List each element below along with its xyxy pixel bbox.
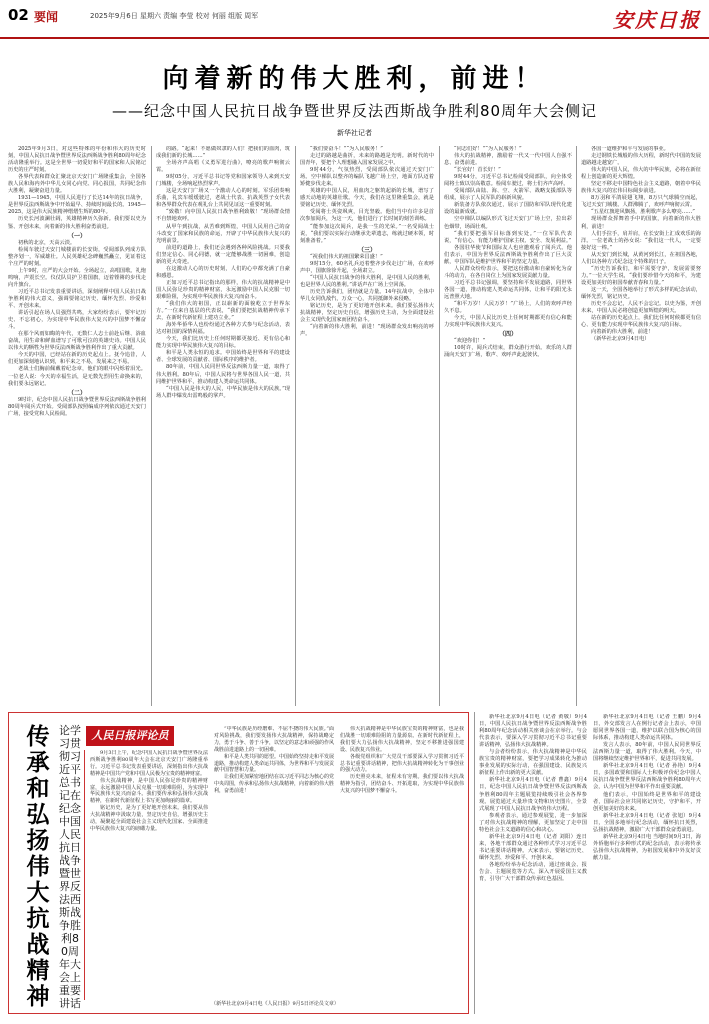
news-brief-paragraph: 新华社北京9月4日电（记者 王鹏）9月4日，外交部发言人在例行记者会上表示，中国愿同世界各国一道，维护以联合国为核心的国际体系，推动构建人类命运共同体。 xyxy=(593,714,701,742)
paragraph: 各国驻华使节和国际友人也应邀观看了阅兵式。他们表示，中国为世界反法西斯战争胜利作出了巨大贡献，中国军队是维护世界和平的坚定力量。 xyxy=(444,244,572,265)
paragraph: （一） xyxy=(67,232,86,240)
commentary-column-3 xyxy=(340,726,464,998)
paragraph: 走过的路越是曲折，未来的路越是光明。新时代的中国青年，要把个人理想融入国家发展之中。 xyxy=(300,153,434,167)
column-divider xyxy=(474,712,475,1014)
news-brief-paragraph: 新华社北京9月4日电（记者 刘阳）连日来，各地干部群众通过各种形式学习习近平总书记重要讲话精神。大家表示，要铭记历史、缅怀先烈、珍爱和平、开创未来。 xyxy=(479,833,587,861)
paragraph: 今天，中国人民比历史上任何时期都更有信心和能力实现中华民族伟大复兴。 xyxy=(444,315,572,329)
paragraph: 在这激动人心的历史时刻，人们的心中都充满了自豪和感恩。 xyxy=(156,265,290,279)
paragraph: 1931—1945，中国人民进行了长达14年的抗日战争，是世界反法西斯战争中开始最早、持续时间最长的。1945—2025，这是伟大民族精神熠熠生辉的80年。 xyxy=(8,195,146,216)
paragraph: “历史告诉我们，和平需要守护，发展需要努力。”一位大学生说，“我们要珍惜今天的和平，为建设更加美好的祖国奉献青春和力量。” xyxy=(581,265,701,286)
paragraph: 各界代表和群众汇聚北京天安门广场隆重集会，全国各族人民和海内外中华儿女同心向党、同心报国，共同纪念伟大胜利，凝聚奋进力量。 xyxy=(8,174,146,195)
paragraph: 检阅车驶过天安门城楼前的长安街，受阅部队列成方队整齐划一，军威雄壮。人民英雄纪念碑巍然矗立，见证着这个庄严的时刻。 xyxy=(8,246,146,267)
commentary-paragraph: 和平是人类共同的愿望。中国始终坚持走和平发展道路，推动构建人类命运共同体，为世界和平与发展贡献中国智慧和力量。 xyxy=(214,753,334,774)
news-brief-paragraph: 新华社北京9月4日电 当地时间9月3日，海外侨胞举行多种形式的纪念活动，表示将传承弘扬伟大抗战精神，为祖国发展和中外友好贡献力量。 xyxy=(593,833,701,861)
paragraph: 历史不会忘记，人民不会忘记。以史为鉴，开创未来，中国人民必将创造更加辉煌的明天。 xyxy=(581,301,701,315)
news-brief-paragraph: 参观者表示，通过参观展览，进一步加深了对伟大抗战精神的理解，更加坚定了走中国特色社会主义道路的信心和决心。 xyxy=(479,812,587,833)
paragraph: 9时15分，60名礼兵迈着整齐步伐走过广场，在欢呼声中，国旗徐徐升起，全场肃立。 xyxy=(300,260,434,274)
commentary-subtitle: 论学习贯彻习近平总书记在纪念中国人民抗日战争暨世界反法西斯战争胜利80周年大会上重要讲话 xyxy=(59,724,81,1010)
paragraph: “中国人民抗日战争的伟大胜利，是中国人民的胜利，也是世界人民的胜利。”讲话声在广场上空回荡。 xyxy=(300,274,434,288)
paragraph: 今天，我们比历史上任何时期都更接近、更有信心和能力实现中华民族伟大复兴的目标。 xyxy=(156,336,290,350)
paragraph: 10时许，阅兵式结束，群众游行开始。欢乐的人群涌向天安门广场，歌声、欢呼声此起彼伏。 xyxy=(444,345,572,359)
paragraph: 铭记历史，是为了更好地开创未来。我们要弘扬伟大抗战精神，坚定历史自信，增强历史主动，为全面建设社会主义现代化国家而团结奋斗。 xyxy=(300,303,434,324)
commentary-paragraph: 伟大抗战精神是中华民族宝贵的精神财富，也是我们战胜一切艰难险阻的力量源泉。在新时代新征程上，我们要大力弘扬伟大抗战精神，坚定不移推进强国建设、民族复兴伟业。 xyxy=(340,726,464,753)
paragraph: “祝我们伟大的祖国繁荣昌盛！” xyxy=(310,253,383,260)
paragraph: 上午9时，庄严的大会开始。全场起立，高唱国歌。礼炮鸣响，声震长空。仪仗队员护卫着国旗，迈着铿锵的步伐走向升旗台。 xyxy=(8,267,146,288)
article-column-3 xyxy=(300,146,434,706)
paragraph: “欢迎你们！” xyxy=(454,338,486,345)
byline: 新华社记者 xyxy=(337,129,372,137)
paragraph: 9时许，纪念中国人民抗日战争暨世界反法西斯战争胜利80周年阅兵式开始。受阅部队按照编成序列依次通过天安门广场，接受党和人民检阅。 xyxy=(8,396,146,417)
paragraph: 习近平总书记发表重要讲话，深刻阐释中国人民抗日战争胜利的伟大意义，强调要铭记历史、缅怀先烈、珍爱和平、开创未来。 xyxy=(8,288,146,310)
column-divider xyxy=(151,146,152,706)
paragraph: 海外华侨华人也纷纷通过各种方式参与纪念活动，表达对祖国的深情祝福。 xyxy=(156,322,290,336)
paragraph: 这是天安门广场又一个激动人心的时刻。军乐团奏响乐曲，礼宾车缓缓驶过，老战士代表、抗战英烈子女代表和各界群众代表在观礼台上共同见证这一重要时刻。 xyxy=(156,188,290,209)
paragraph: （二） xyxy=(67,389,86,397)
commentary-paragraph: 各级党组织和广大党员干部要深入学习贯彻习近平总书记重要讲话精神，把伟大抗战精神转化为干事创业的强大动力。 xyxy=(340,753,464,774)
paragraph: 英雄的中国人民，用血肉之躯筑起新的长城，谱写了感天动地的英雄壮歌。今天，我们在这里隆重集会，就是要铭记历史、缅怀先烈。 xyxy=(300,188,434,209)
column-divider xyxy=(295,146,296,706)
commentary-paragraph: “中华民族是历经磨难、不屈不挠的伟大民族。”面对风险挑战，我们要发扬伟大抗战精神，保持战略定力，勇于斗争、善于斗争，以坚定的意志和顽强的作风战胜前进道路上的一切困难。 xyxy=(214,726,334,753)
article-column-5 xyxy=(581,146,701,706)
paragraph: 从天安门到长城，从黄河到长江，在祖国各地，人们以各种方式纪念这个特殊的日子。 xyxy=(581,251,701,265)
paragraph: 现场群众挥舞着手中的国旗，向着新的伟大胜利，前进！ xyxy=(581,216,701,230)
commentary-paragraph: 伟大抗战精神，是中国人民弥足珍贵的精神财富，永远激励中国人民克服一切艰难险阻，为实现中华民族伟大复兴而奋斗。我们要传承和弘扬伟大抗战精神，在新时代新征程上书写更加绚丽的篇章。 xyxy=(90,777,208,805)
paragraph: 老战士们胸前佩戴着纪念章，他们的眼中闪烁着泪光。一位老人说：今天的幸福生活，是无数先烈用生命换来的，我们要永远铭记。 xyxy=(8,366,146,387)
paragraph: 受阅将士英姿飒爽，目光坚毅。他们当中有许多是首次参加阅兵，为这一天，他们进行了长时间的刻苦训练。 xyxy=(300,209,434,223)
paragraph: 受阅部队由陆、海、空、火箭军、战略支援部队等组成，展示了人民军队的崭新风貌。 xyxy=(444,188,572,202)
paragraph: “和平万岁！人民万岁！”广场上，人们的欢呼声经久不息。 xyxy=(444,301,572,315)
paragraph: 历史告诉我们，团结就是力量。14年抗战中，全体中华儿女同仇敌忾，万众一心，共同抵御外来侵略。 xyxy=(300,288,434,302)
news-briefs-column-1 xyxy=(479,714,587,1014)
paragraph: “向着新的伟大胜利，前进！”现场群众发出响亮的呼声。 xyxy=(300,324,434,338)
paragraph: 从甲午到抗战，从苦难到辉煌，中国人民用自己的奋斗改变了国家和民族的命运，开辟了中华民族伟大复兴的光明前景。 xyxy=(156,223,290,244)
commentary-paragraph: 让我们更加紧密地团结在以习近平同志为核心的党中央周围，传承和弘扬伟大抗战精神，向着新的伟大胜利，奋勇前进！ xyxy=(214,774,334,795)
paragraph: “中国人民是伟大的人民，中华民族是伟大的民族。”现场人群中爆发出雷鸣般的掌声。 xyxy=(156,385,290,399)
paragraph: 9时05分，习近平总书记等党和国家领导人来到天安门城楼，全场响起热烈掌声。 xyxy=(156,174,290,188)
paragraph: 正如习近平总书记指出的那样，伟大的抗战精神是中国人民弥足珍贵的精神财富，永远激励中国人民克服一切艰难险阻，为实现中华民族伟大复兴而奋斗。 xyxy=(156,279,290,300)
paragraph: “同志们好！”“为人民服务！” xyxy=(454,146,522,152)
commentary-footer: （新华社北京9月4日电《人民日报》9月5日评论员文章） xyxy=(211,1001,339,1007)
paragraph: “能参加这次阅兵，是我一生的光荣。”一名受阅战士说，“我们要以实际行动继承先辈遗志，练就过硬本领，时刻准备着。” xyxy=(300,223,434,244)
sub-headline: ——纪念中国人民抗日战争暨世界反法西斯战争胜利80周年大会侧记 xyxy=(111,102,598,120)
paragraph: 人民群众纷纷表示，要把这份激动和自豪转化为奋斗的动力，在各自岗位上为国家发展贡献力量。 xyxy=(444,265,572,279)
header-meta: 2025年9月6日 星期六 责编 李莹 校对 何丽 组版 周军 xyxy=(90,12,259,20)
paragraph: 新装备方队依次通过，展示了国防和军队现代化建设的最新成就。 xyxy=(444,202,572,216)
paragraph: 初秋的北京，天高云淡。 xyxy=(18,239,76,246)
commentary-title: 传承和弘扬伟大抗战精神 xyxy=(26,724,50,1010)
paragraph: “我们伟大的祖国，正以崭新的面貌屹立于世界东方。”一位来自基层的代表说，“我们要把抗战精神传承下去，在新时代新征程上建功立业。” xyxy=(156,301,290,322)
column-divider xyxy=(439,146,440,706)
news-brief-paragraph: 新华社北京9月4日电（记者 黄敬）9月4日，中国人民抗日战争暨世界反法西斯战争胜利80周年纪念活动相关座谈会在京举行。与会代表表示，要深入学习贯彻习近平总书记重要讲话精神，弘扬伟大抗战精神。 xyxy=(479,714,587,749)
paragraph: 站在新的历史起点上，我们比任何时候都更有信心、更有能力实现中华民族伟大复兴的目标。 xyxy=(581,315,701,329)
paragraph: 人们手拉手，肩并肩，在长安街上汇成欢乐的海洋。一位老战士的孙女说：“我们这一代人，一定要接好这一棒。” xyxy=(581,230,701,251)
paragraph: （四） xyxy=(498,331,517,339)
commentary-paragraph: 铭记历史，是为了更好地开创未来。我们要从伟大抗战精神中汲取力量，坚定历史自信，增强历史主动，凝聚起全面建设社会主义现代化国家、全面推进中华民族伟大复兴的磅礴力量。 xyxy=(90,805,208,832)
main-headline: 向着新的伟大胜利，前进！ xyxy=(162,64,547,94)
paragraph: “长官好！首长好！” xyxy=(454,167,501,174)
commentary-brand-logo: 人民日报评论员 xyxy=(86,726,174,746)
news-brief-paragraph: 与会者纷纷表示，伟大抗战精神是中华民族宝贵的精神财富，要把学习成果转化为推动事业发展的实际行动，在强国建设、民族复兴新征程上作出新的更大贡献。 xyxy=(479,749,587,777)
news-briefs-column-2 xyxy=(593,714,701,1014)
article-column-4 xyxy=(444,146,572,706)
paragraph: 历史长河波澜壮阔，英雄精神历久弥新。我们要以史为鉴、开创未来，向着新的伟大胜利奋勇前进。 xyxy=(8,216,146,230)
column-divider xyxy=(576,146,577,706)
paragraph: 80年前，中国人民同世界反法西斯力量一道，取得了伟大胜利。80年后，中国人民将与世界各国人民一道，共同维护世界和平，推动构建人类命运共同体。 xyxy=(156,364,290,385)
commentary-column-1 xyxy=(90,750,208,998)
commentary-column-2 xyxy=(214,726,334,998)
paragraph: 伟大的中国人民，伟大的中华民族，必将在新征程上创造新的更大辉煌。 xyxy=(581,167,701,181)
paragraph: 坚定不移走中国特色社会主义道路，朝着中华民族伟大复兴的宏伟目标阔步前进。 xyxy=(581,181,701,195)
paragraph: 向着新的伟大胜利，前进！ xyxy=(591,329,654,336)
paragraph: （三） xyxy=(357,246,376,254)
commentary-paragraph: 历史照亮未来，征程未有穷期。我们要以伟大抗战精神为指引，团结奋斗、开拓进取，为实现中华民族伟大复兴的中国梦不懈奋斗。 xyxy=(340,774,464,795)
paragraph: 走过钢铁长城般的伟大历程，新时代中国的发展道路越走越宽广。 xyxy=(581,153,701,167)
paragraph: 习近平总书记强调，要坚持和平发展道路，同世界各国一道，推动构建人类命运共同体，让和平的阳光永远普照大地。 xyxy=(444,279,572,300)
paragraph: 伟大的抗战精神，激励着一代又一代中国人自强不息、奋勇前进。 xyxy=(444,153,572,167)
paragraph: 讲话引起在场人员强烈共鸣，大家纷纷表示，要牢记历史、不忘初心，为实现中华民族伟大复兴的中国梦不懈奋斗。 xyxy=(8,310,146,331)
commentary-divider xyxy=(84,750,85,1000)
news-brief-paragraph: 新华社北京9月4日电（记者 曹鑫）9月4日，纪念中国人民抗日战争暨世界反法西斯战争胜利80周年主题展览持续吸引社会各界参观。展览通过大量珍贵文物和历史图片，全景式展现了中国人民抗日战争的伟大历程。 xyxy=(479,777,587,812)
masthead-logo: 安庆日报 xyxy=(613,8,701,32)
article-column-1 xyxy=(8,146,146,706)
paragraph: “我们要把强军目标落到实处。”一位军队代表说，“有信心、有能力维护国家主权、安全、发展利益。” xyxy=(444,230,572,244)
paragraph: 在那个风雨如晦的年代，无数仁人志士前赴后继、浴血奋战，用生命和鲜血谱写了可歌可泣的英雄史诗。中国人民以伟大的牺牲为世界反法西斯战争胜利作出了重大贡献。 xyxy=(8,331,146,352)
paragraph: “我们要奋斗！”“为人民服务！” xyxy=(310,146,383,152)
paragraph: 8万羽和平鸽展翅飞翔，8万只气球腾空而起，飞过天安门城楼。人群沸腾了，欢呼声响彻云霄。 xyxy=(581,195,701,209)
news-brief-paragraph: 各地纷纷举办纪念活动，通过座谈会、报告会、主题展览等方式，深入开展爱国主义教育，引导广大干部群众传承红色基因。 xyxy=(479,861,587,883)
paragraph: （新华社北京9月4日电） xyxy=(591,336,650,343)
paragraph: 和平是人类永恒的追求。中国始终是世界和平的建设者、全球发展的贡献者、国际秩序的维护者。 xyxy=(156,350,290,364)
page-number: 02 xyxy=(8,6,29,24)
paragraph: 空中梯队以编队形式飞过天安门广场上空，拉出彩色烟带，场面壮观。 xyxy=(444,216,572,230)
paragraph: 9时44分，气氛热烈，受阅部队依次通过天安门广场。空中梯队以整齐的编队飞越广场上空，地面方队迈着矫健步伐走来。 xyxy=(300,167,434,188)
header-divider xyxy=(0,37,709,39)
paragraph: 这一天，全国各地举行了形式多样的纪念活动，缅怀先烈，铭记历史。 xyxy=(581,286,701,300)
commentary-paragraph: 9月3日上午，纪念中国人民抗日战争暨世界反法西斯战争胜利80周年大会在北京天安门广场隆重举行。习近平总书记发表重要讲话，深刻指出伟大抗战精神是中国共产党和中国人民极为宝贵的精神财富。 xyxy=(90,750,208,777)
paragraph: 的路。“起来！不愿做奴隶的人们！把我们的血肉，筑成我们新的长城……” xyxy=(156,146,290,160)
news-brief-paragraph: 他们表示，中国始终是世界和平的建设者，国际社会应共同铭记历史，守护和平，开创更加美好的未来。 xyxy=(593,791,701,812)
paragraph: “致敬！向中国人民抗日战争胜利致敬！”现场群众情不自禁地欢呼。 xyxy=(156,209,290,223)
news-brief-paragraph: 发言人表示，80年前，中国人民同世界反法西斯力量一道，取得了伟大胜利。今天，中国将继续坚定维护世界和平，促进共同发展。 xyxy=(593,742,701,763)
paragraph: 全场齐声高唱《义勇军进行曲》，嘹亮的歌声响彻云霄。 xyxy=(156,160,290,174)
news-brief-paragraph: 新华社北京9月4日电（记者 张旭）9月4日，全国多地举行纪念活动，缅怀抗日英烈，弘扬抗战精神，激励广大干部群众奋勇前进。 xyxy=(593,812,701,833)
paragraph: 前进的道路上，我们还会遇到各种风险挑战。只要我们坚定信心、同心同德，就一定能够战胜一切困难，创造新的更大奇迹。 xyxy=(156,244,290,265)
news-brief-paragraph: 新华社北京9月4日电（记者 孙艳）9月4日，多国政要和国际人士积极评价纪念中国人民抗日战争暨世界反法西斯战争胜利80周年大会，认为中国为世界和平作出重要贡献。 xyxy=(593,763,701,791)
paragraph: 2025年9月3日，对这些特殊的年份和伟大的历史时刻，中国人民抗日战争暨世界反法西斯战争胜利80周年纪念活动隆重举行。这是全世界一切爱好和平的国家和人民铭记历史的庄严时刻。 xyxy=(8,146,146,174)
section-title: 要闻 xyxy=(34,10,59,24)
paragraph: “五星红旗迎风飘扬，胜利歌声多么嘹亮……” xyxy=(591,209,695,216)
paragraph: 各国一道维护和平与发展的事业。 xyxy=(591,146,669,152)
article-column-2 xyxy=(156,146,290,706)
paragraph: 9时44分，习近平总书记检阅受阅部队，向全体受阅将士致以崇高敬意。检阅车驶过，将士们齐声高呼。 xyxy=(444,174,572,188)
paragraph: 今天的中国，已经站在新的历史起点上。抚今追昔，人们更加深刻地认识到，和平来之不易，发展来之不易。 xyxy=(8,352,146,366)
page-header xyxy=(0,0,709,38)
